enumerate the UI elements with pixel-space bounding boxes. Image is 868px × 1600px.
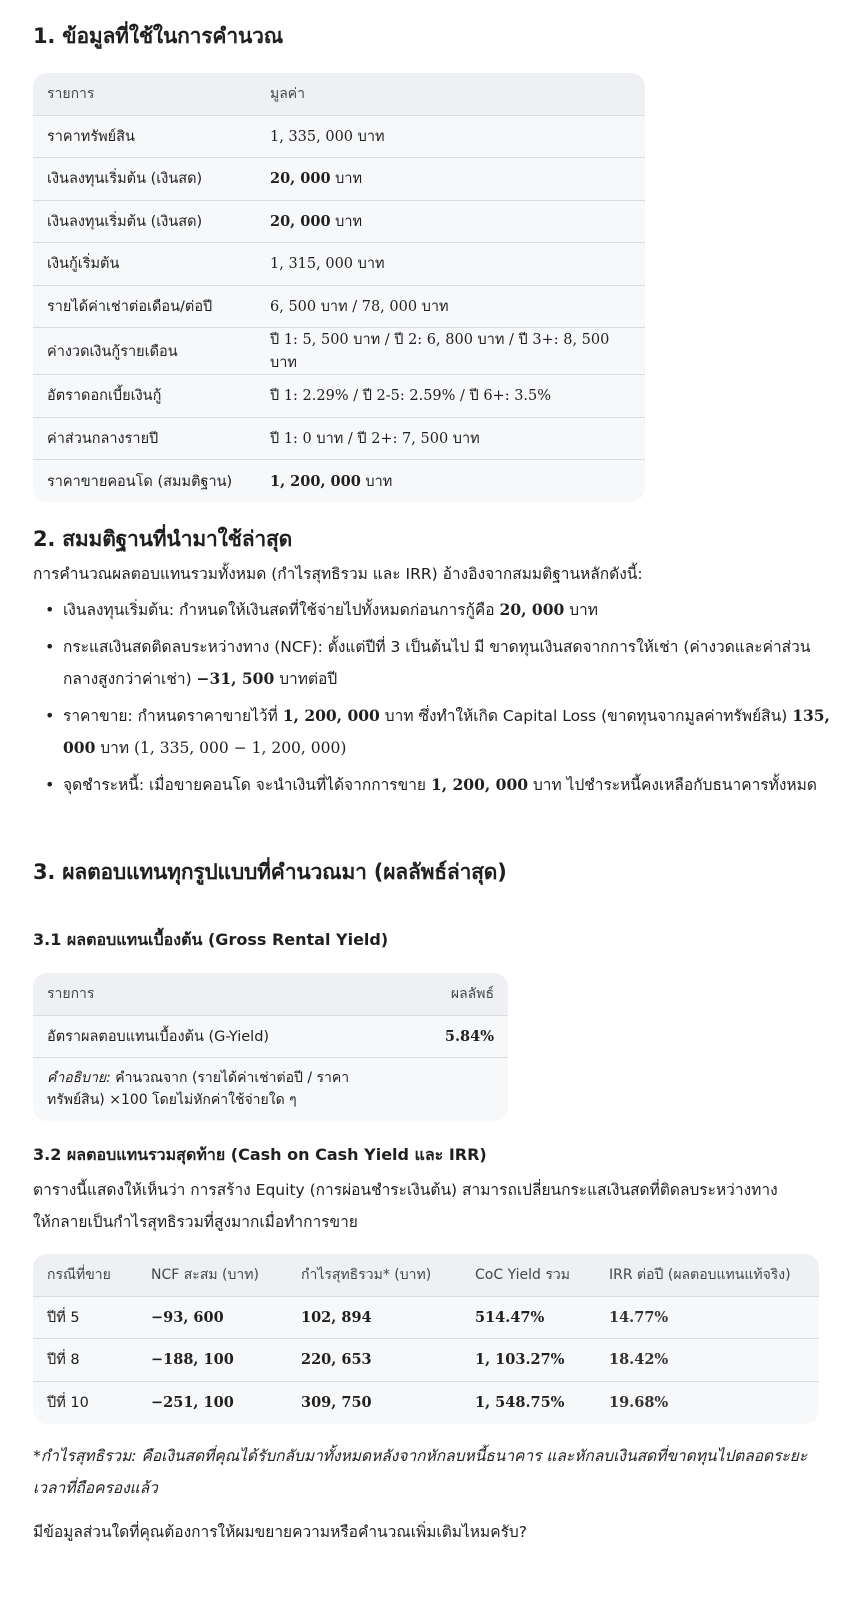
row-value: 20, 000 บาท xyxy=(256,200,645,243)
table-row xyxy=(33,460,645,503)
table-cell: ปีที่ 8 xyxy=(33,1339,137,1382)
table-cell: 5.84% xyxy=(408,1015,508,1057)
table-note: คำอธิบาย: คำนวณจาก (รายได้ค่าเช่าต่อปี / ราคาทรัพย์สิน) ×100 โดยไม่หักค่าใช้จ่ายใด ๆ xyxy=(33,1057,508,1121)
table-row xyxy=(33,1015,508,1057)
row-label: เงินลงทุนเริ่มต้น (เงินสด) xyxy=(33,200,256,243)
table-row xyxy=(33,328,645,375)
list-item: • จุดชำระหนี้: เมื่อขายคอนโด จะนำเงินที่ได้จากการขาย 1, 200, 000 บาท ไปชำระหนี้คงเหลือกับธนาคารทั้งหมด xyxy=(33,769,833,801)
list-item: • ราคาขาย: กำหนดราคาขายไว้ที่ 1, 200, 000 บาท ซึ่งทำให้เกิด Capital Loss (ขาดทุนจากมูลค่าทรัพย์สิน) 135, 000 บาท (1, 335, 000 − 1, 200, 000) xyxy=(33,700,833,764)
assumptions-list xyxy=(33,594,833,806)
row-value: 1, 335, 000 บาท xyxy=(256,115,645,158)
table-cell: 1, 103.27% xyxy=(461,1339,595,1382)
table-row xyxy=(33,243,645,286)
row-label: ค่าส่วนกลางรายปี xyxy=(33,417,256,460)
closing-question: มีข้อมูลส่วนใดที่คุณต้องการให้ผมขยายความหรือคำนวณเพิ่มเติมไหมครับ? xyxy=(33,1523,528,1541)
returns-intro: ตารางนี้แสดงให้เห็นว่า การสร้าง Equity (การผ่อนชำระเงินต้น) สามารถเปลี่ยนกระแสเงินสดที่ติดลบระหว่างทาง ให้กลายเป็นกำไรสุทธิรวมที่สูงมากเมื่อทำการขาย xyxy=(33,1181,778,1231)
table-cell: 309, 750 xyxy=(287,1381,461,1424)
subsection-3-1-title: 3.1 ผลตอบแทนเบื้องต้น (Gross Rental Yield) xyxy=(33,930,389,949)
table-cell: 14.77% xyxy=(595,1296,819,1339)
row-label: ราคาทรัพย์สิน xyxy=(33,115,256,158)
table-row xyxy=(33,1339,819,1382)
row-label: อัตราดอกเบี้ยเงินกู้ xyxy=(33,375,256,418)
table-cell: อัตราผลตอบแทนเบื้องต้น (G-Yield) xyxy=(33,1015,408,1057)
row-value: 20, 000 บาท xyxy=(256,158,645,201)
table-header-row xyxy=(33,973,508,1015)
column-header: IRR ต่อปี (ผลตอบแทนแท้จริง) xyxy=(609,1266,791,1283)
table-row xyxy=(33,417,645,460)
column-header: รายการ xyxy=(47,85,95,102)
table-cell: 19.68% xyxy=(595,1381,819,1424)
table-cell: ปีที่ 5 xyxy=(33,1296,137,1339)
section-3-title: 3. ผลตอบแทนทุกรูปแบบที่คำนวณมา (ผลลัพธ์ล่าสุด) xyxy=(33,860,507,884)
table-cell: −251, 100 xyxy=(137,1381,287,1424)
row-value: 1, 315, 000 บาท xyxy=(256,243,645,286)
row-label: เงินลงทุนเริ่มต้น (เงินสด) xyxy=(33,158,256,201)
column-header: กรณีที่ขาย xyxy=(47,1266,111,1283)
table-row xyxy=(33,285,645,328)
row-value: ปี 1: 2.29% / ปี 2-5: 2.59% / ปี 6+: 3.5% xyxy=(256,375,645,418)
table-cell: −188, 100 xyxy=(137,1339,287,1382)
row-label: เงินกู้เริ่มต้น xyxy=(33,243,256,286)
table-cell: −93, 600 xyxy=(137,1296,287,1339)
row-value: 1, 200, 000 บาท xyxy=(256,460,645,503)
table-row xyxy=(33,1296,819,1339)
table-row xyxy=(33,158,645,201)
row-value: ปี 1: 5, 500 บาท / ปี 2: 6, 800 บาท / ปี 3+: 8, 500 บาท xyxy=(256,328,645,375)
table-cell: 1, 548.75% xyxy=(461,1381,595,1424)
table-row xyxy=(33,200,645,243)
list-item: • เงินลงทุนเริ่มต้น: กำหนดให้เงินสดที่ใช้จ่ายไปทั้งหมดก่อนการกู้คือ 20, 000 บาท xyxy=(33,594,833,626)
column-header: กำไรสุทธิรวม* (บาท) xyxy=(301,1266,432,1283)
table-row xyxy=(33,1057,508,1121)
list-item: • กระแสเงินสดติดลบระหว่างทาง (NCF): ตั้งแต่ปีที่ 3 เป็นต้นไป มี ขาดทุนเงินสดจากการให้เช่า (ค่างวดและค่าส่วนกลางสูงกว่าค่าเช่า) −31, 500 บาทต่อปี xyxy=(33,631,833,695)
table-cell: 18.42% xyxy=(595,1339,819,1382)
column-header: NCF สะสม (บาท) xyxy=(151,1266,259,1283)
subsection-3-2-title: 3.2 ผลตอบแทนรวมสุดท้าย (Cash on Cash Yield และ IRR) xyxy=(33,1145,487,1164)
assumptions-intro: การคำนวณผลตอบแทนรวมทั้งหมด (กำไรสุทธิรวม และ IRR) อ้างอิงจากสมมติฐานหลักดังนี้: xyxy=(33,565,643,583)
table-cell: ปีที่ 10 xyxy=(33,1381,137,1424)
input-data-table xyxy=(33,73,645,502)
table-row xyxy=(33,1381,819,1424)
column-header: CoC Yield รวม xyxy=(475,1266,570,1283)
row-value: 6, 500 บาท / 78, 000 บาท xyxy=(256,285,645,328)
table-row xyxy=(33,115,645,158)
footnote: *กำไรสุทธิรวม: คือเงินสดที่คุณได้รับกลับมาทั้งหมดหลังจากหักลบหนี้ธนาคาร และหักลบเงินสดที่ขาดทุนไปตลอดระยะเวลาที่ถือครองแล้ว xyxy=(33,1447,808,1497)
table-cell: 220, 653 xyxy=(287,1339,461,1382)
row-label: ค่างวดเงินกู้รายเดือน xyxy=(33,328,256,375)
column-header: ผลลัพธ์ xyxy=(450,985,494,1002)
gross-yield-table xyxy=(33,973,508,1121)
section-1-title: 1. ข้อมูลที่ใช้ในการคำนวณ xyxy=(33,24,283,48)
column-header: มูลค่า xyxy=(270,85,306,102)
total-returns-table xyxy=(33,1254,819,1424)
table-header-row xyxy=(33,73,645,115)
table-header-row xyxy=(33,1254,819,1296)
row-label: รายได้ค่าเช่าต่อเดือน/ต่อปี xyxy=(33,285,256,328)
section-2-title: 2. สมมติฐานที่นำมาใช้ล่าสุด xyxy=(33,527,293,551)
row-label: ราคาขายคอนโด (สมมติฐาน) xyxy=(33,460,256,503)
column-header: รายการ xyxy=(47,985,95,1002)
table-cell: 102, 894 xyxy=(287,1296,461,1339)
table-row xyxy=(33,375,645,418)
table-cell: 514.47% xyxy=(461,1296,595,1339)
row-value: ปี 1: 0 บาท / ปี 2+: 7, 500 บาท xyxy=(256,417,645,460)
